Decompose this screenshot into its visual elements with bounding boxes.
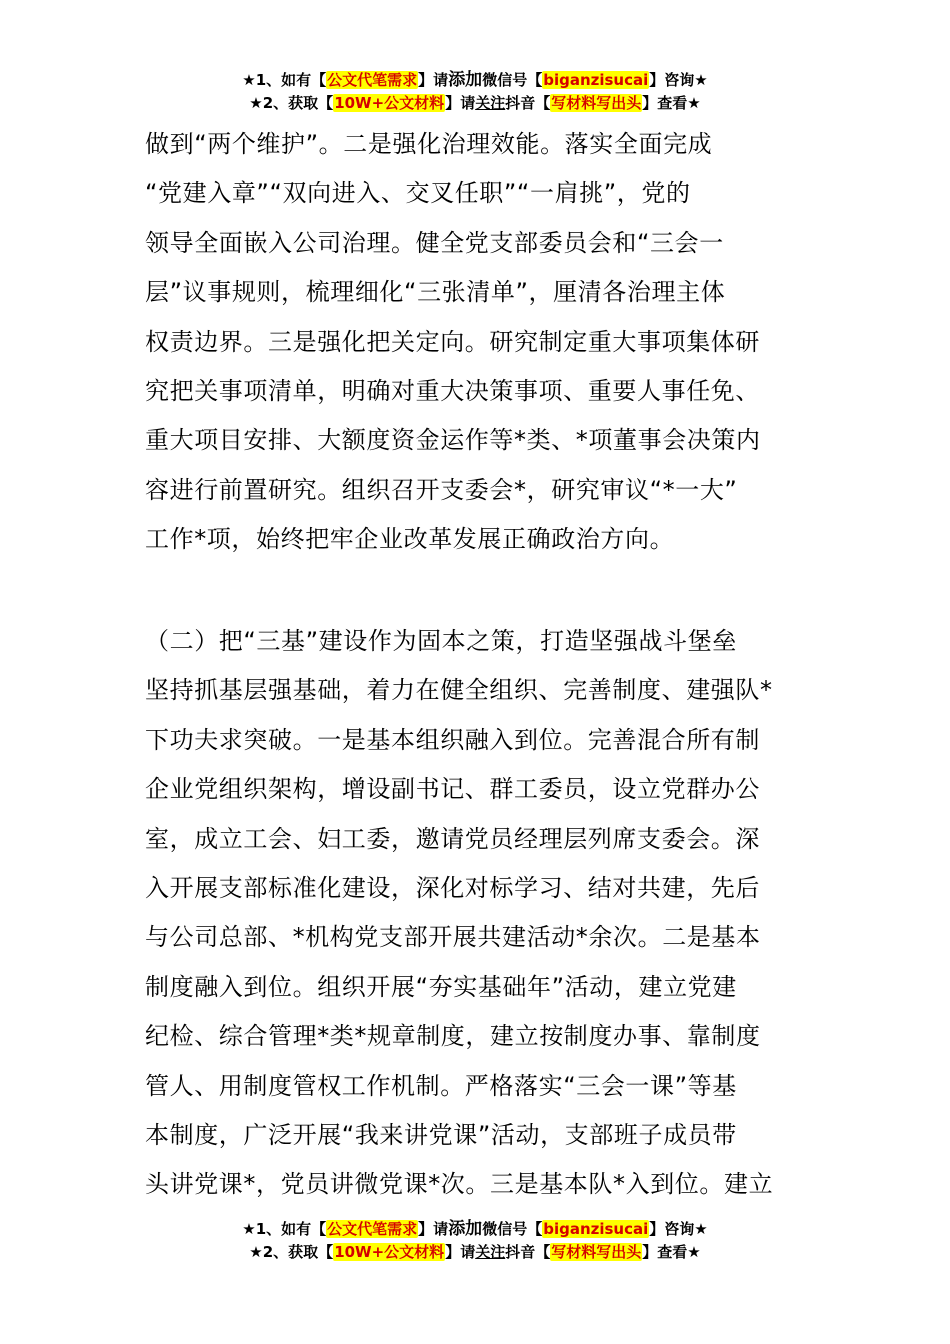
body-paragraph-2	[145, 617, 815, 1210]
banner-line-2: ★2、获取【10W+公文材料】请关注抖音【写材料写出头】查看★	[249, 1243, 701, 1261]
banner-line-1: ★1、如有【公文代笔需求】请添加微信号【biganzisucai】咨询★	[242, 1219, 708, 1239]
banner-line-1: ★1、如有【公文代笔需求】请添加微信号【biganzisucai】咨询★	[242, 70, 708, 90]
text-line: 企业党组织架构，增设副书记、群工委员，设立党群办公	[145, 775, 760, 804]
highlight-materials: 10W+公文材料	[334, 94, 445, 112]
text-line: “党建入章”“双向进入、交叉任职”“一肩挑”，党的	[145, 179, 691, 208]
text-line: 入开展支部标准化建设，深化对标学习、结对共建，先后	[145, 873, 760, 902]
text-line: 层”议事规则，梳理细化“三张清单”，厘清各治理主体	[145, 278, 726, 307]
highlight-service: 公文代笔需求	[327, 1220, 418, 1238]
text-line: 究把关事项清单，明确对重大决策事项、重要人事任免、	[145, 376, 760, 405]
text-line: 做到“两个维护”。二是强化治理效能。落实全面完成	[145, 130, 713, 158]
highlight-douyin: 写材料写出头	[551, 94, 642, 112]
banner-line-2: ★2、获取【10W+公文材料】请关注抖音【写材料写出头】查看★	[249, 94, 701, 112]
highlight-douyin: 写材料写出头	[551, 1243, 642, 1261]
text-line: 权责边界。三是强化把关定向。研究制定重大事项集体研	[145, 327, 760, 356]
text-line: 制度融入到位。组织开展“夯实基础年”活动，建立党建	[145, 972, 737, 1001]
text-line: 工作*项，始终把牢企业改革发展正确政治方向。	[145, 525, 675, 554]
highlight-wechat-id: biganzisucai	[543, 71, 649, 89]
text-line: 容进行前置研究。组织召开支委会*，研究审议“*一大”	[145, 475, 738, 504]
highlight-wechat-id: biganzisucai	[543, 1220, 649, 1238]
text-line: 重大项目安排、大额度资金运作等*类、*项董事会决策内	[145, 426, 761, 455]
body-paragraph-1	[145, 120, 815, 565]
highlight-service: 公文代笔需求	[327, 71, 418, 89]
text-line: （二）把“三基”建设作为固本之策，打造坚强战斗堡垒	[145, 627, 737, 655]
text-line: 室，成立工会、妇工委，邀请党员经理层列席支委会。深	[145, 824, 760, 853]
text-line: 本制度，广泛开展“我来讲党课”活动，支部班子成员带	[145, 1120, 737, 1149]
text-line: 下功夫求突破。一是基本组织融入到位。完善混合所有制	[145, 725, 760, 754]
text-line: 领导全面嵌入公司治理。健全党支部委员会和“三会一	[145, 228, 724, 257]
text-line: 头讲党课*，党员讲微党课*次。三是基本队*入到位。建立	[145, 1170, 774, 1199]
text-line: 管人、用制度管权工作机制。严格落实“三会一课”等基	[145, 1071, 737, 1100]
footer-banner	[0, 1218, 950, 1264]
text-line: 纪检、综合管理*类*规章制度，建立按制度办事、靠制度	[145, 1022, 761, 1051]
highlight-materials: 10W+公文材料	[334, 1243, 445, 1261]
text-line: 与公司总部、*机构党支部开展共建活动*余次。二是基本	[145, 923, 761, 952]
header-banner	[0, 69, 950, 115]
text-line: 坚持抓基层强基础，着力在健全组织、完善制度、建强队*	[145, 676, 773, 705]
